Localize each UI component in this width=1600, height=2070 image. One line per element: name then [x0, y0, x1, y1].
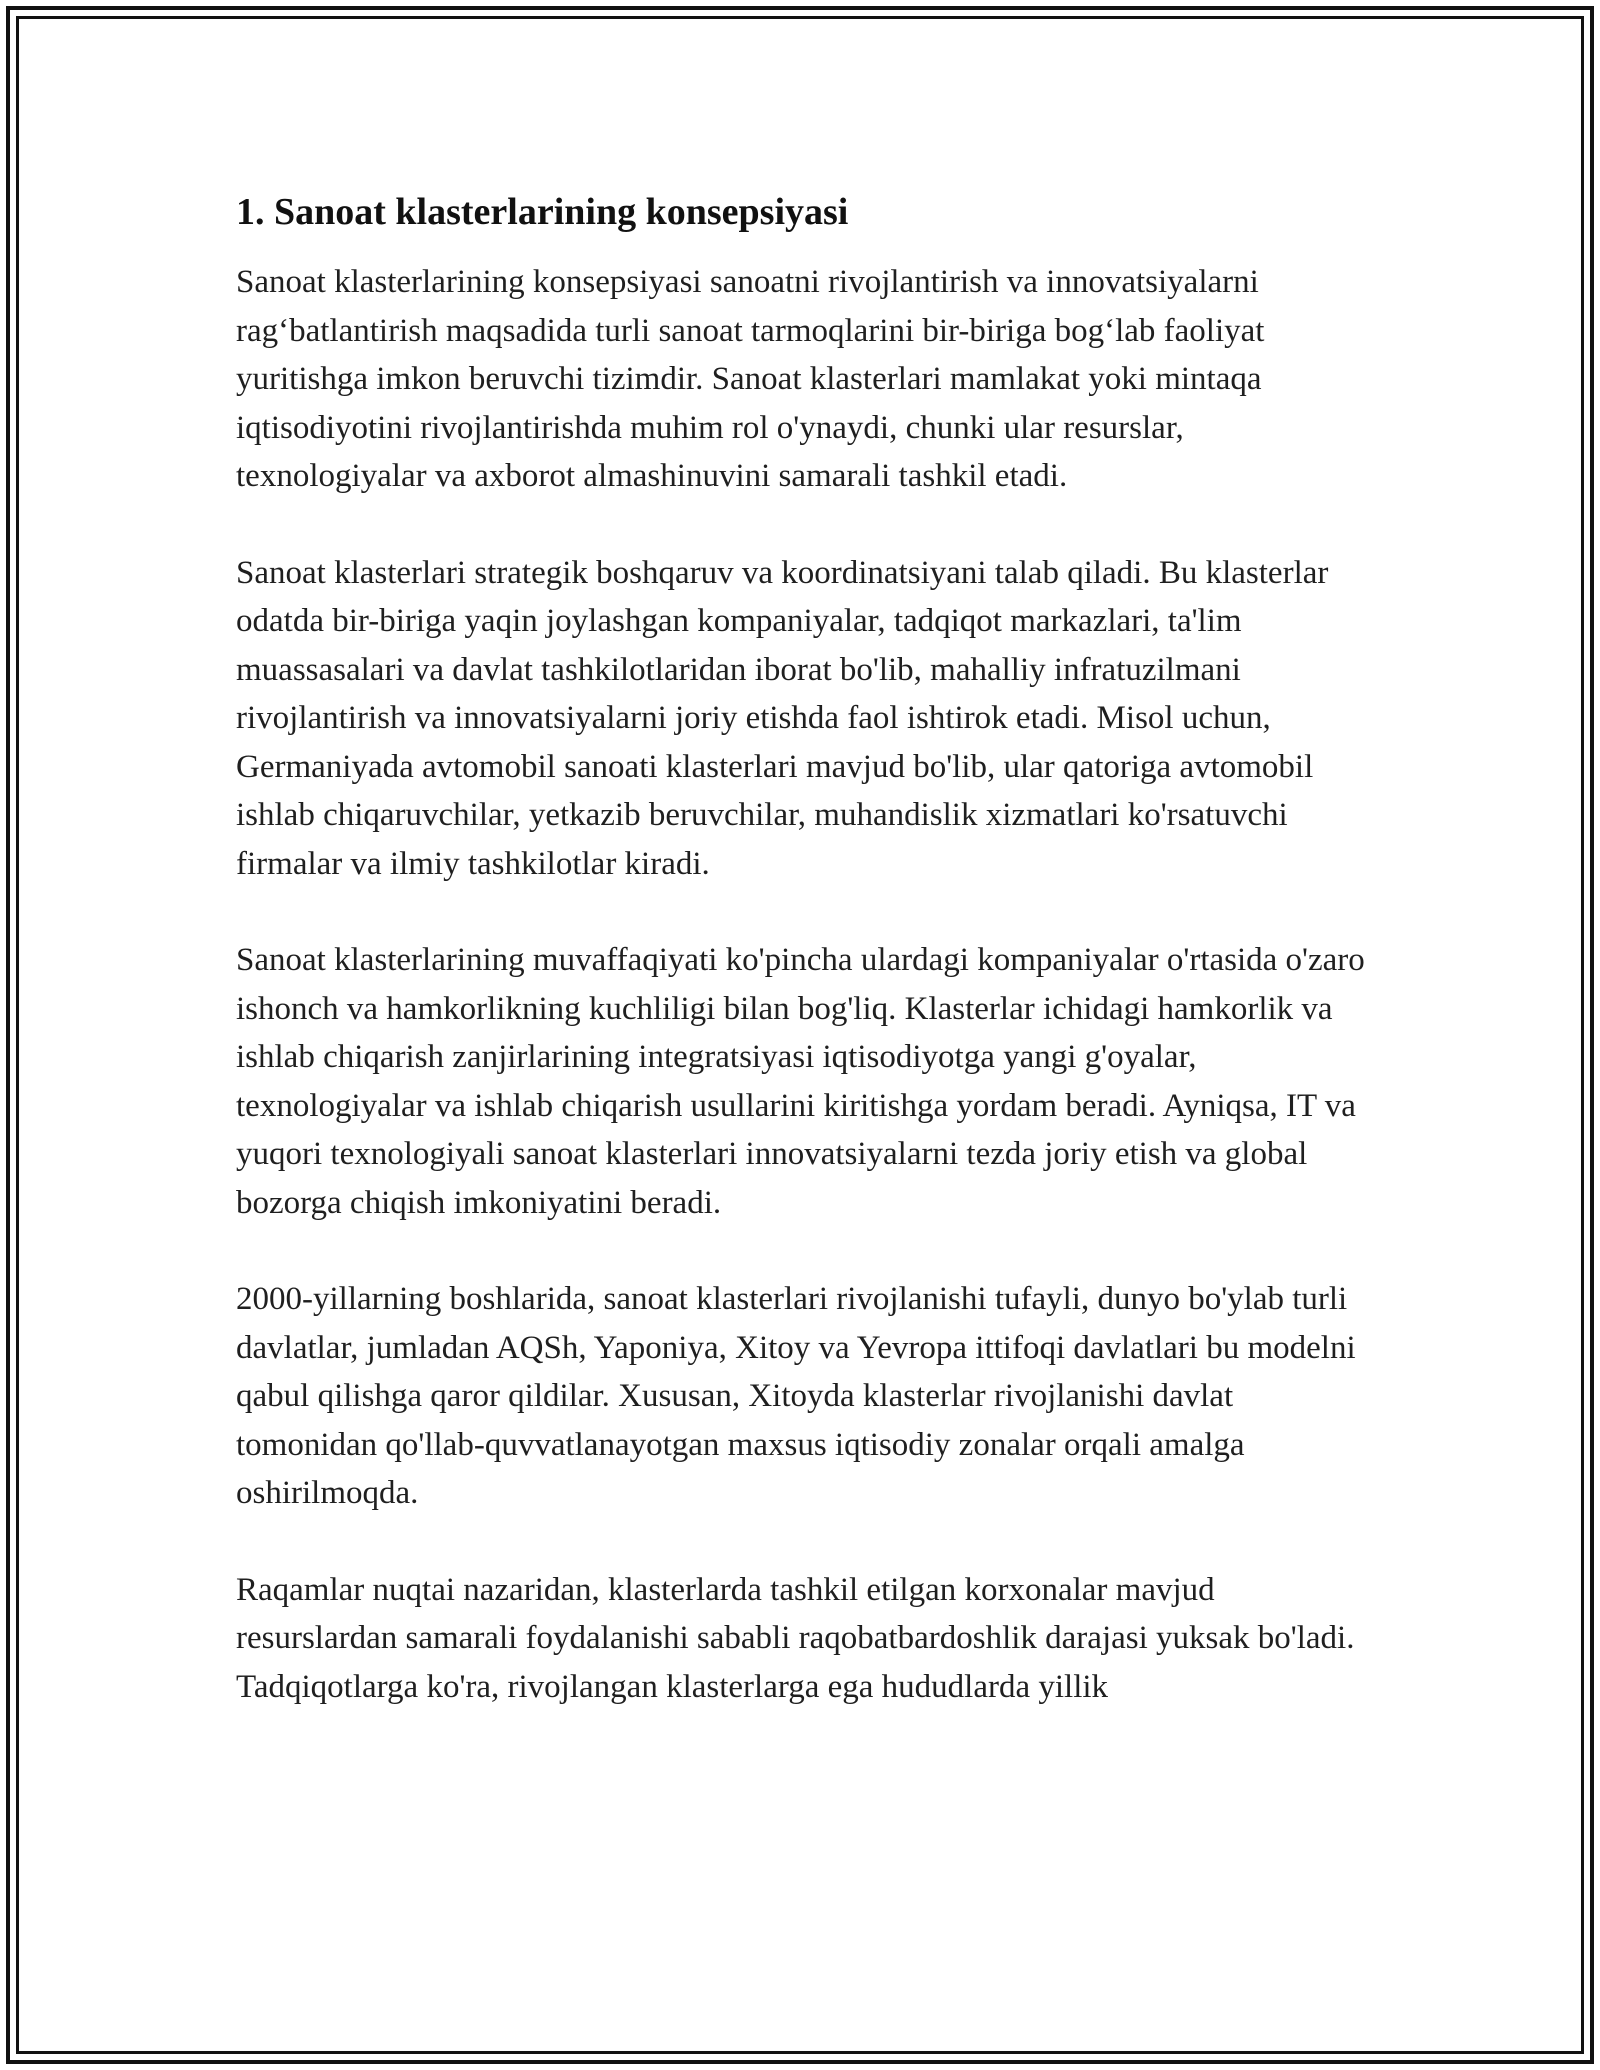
paragraph-1: Sanoat klasterlarining konsepsiyasi sanoatni rivojlantirish va innovatsiyalarni rag‘batlantirish maqsadida turli sanoat tarmoqlarini bir-biriga bog‘lab faoliyat yuritishga imkon beruvchi tizimdir. Sanoat klasterlari mamlakat yoki mintaqa iqtisodiyotini rivojlantirishda muhim rol o'ynaydi, chunki ular resurslar, texnologiyalar va axborot almashinuvini samarali tashkil etadi. — [236, 264, 1265, 494]
section-heading: 1. Sanoat klasterlarining konsepsiyasi — [236, 191, 849, 233]
paragraph-4: 2000-yillarning boshlarida, sanoat klasterlari rivojlanishi tufayli, dunyo bo'ylab turli davlatlar, jumladan AQSh, Yaponiya, Xitoy va Yevropa ittifoqi davlatlari bu modelni qabul qilishga qaror qildilar. Xususan, Xitoyda klasterlar rivojlanishi davlat tomonidan qo'llab-quvvatlanayotgan maxsus iqtisodiy zonalar orqali amalga oshirilmoqda. — [236, 1281, 1356, 1511]
document-body — [236, 188, 1366, 1759]
paragraph-5: Raqamlar nuqtai nazaridan, klasterlarda tashkil etilgan korxonalar mavjud resurslardan samarali foydalanishi sababli raqobatbardoshlik darajasi yuksak bo'ladi. Tadqiqotlarga ko'ra, rivojlangan klasterlarga ega hududlarda yillik — [236, 1571, 1355, 1705]
paragraph-2: Sanoat klasterlari strategik boshqaruv va koordinatsiyani talab qiladi. Bu klasterlar odatda bir-biriga yaqin joylashgan kompaniyalar, tadqiqot markazlari, ta'lim muassasalari va davlat tashkilotlaridan iborat bo'lib, mahalliy infratuzilmani rivojlantirish va innovatsiyalarni joriy etishda faol ishtirok etadi. Misol uchun, Germaniyada avtomobil sanoati klasterlari mavjud bo'lib, ular qatoriga avtomobil ishlab chiqaruvchilar, yetkazib beruvchilar, muhandislik xizmatlari ko'rsatuvchi firmalar va ilmiy tashkilotlar kiradi. — [236, 554, 1329, 882]
paragraph-3: Sanoat klasterlarining muvaffaqiyati ko'pincha ulardagi kompaniyalar o'rtasida o'zaro ishonch va hamkorlikning kuchliligi bilan bog'liq. Klasterlar ichidagi hamkorlik va ishlab chiqarish zanjirlarining integratsiyasi iqtisodiyotga yangi g'oyalar, texnologiyalar va ishlab chiqarish usullarini kiritishga yordam beradi. Ayniqsa, IT va yuqori texnologiyali sanoat klasterlari innovatsiyalarni tezda joriy etish va global bozorga chiqish imkoniyatini beradi. — [236, 942, 1365, 1221]
